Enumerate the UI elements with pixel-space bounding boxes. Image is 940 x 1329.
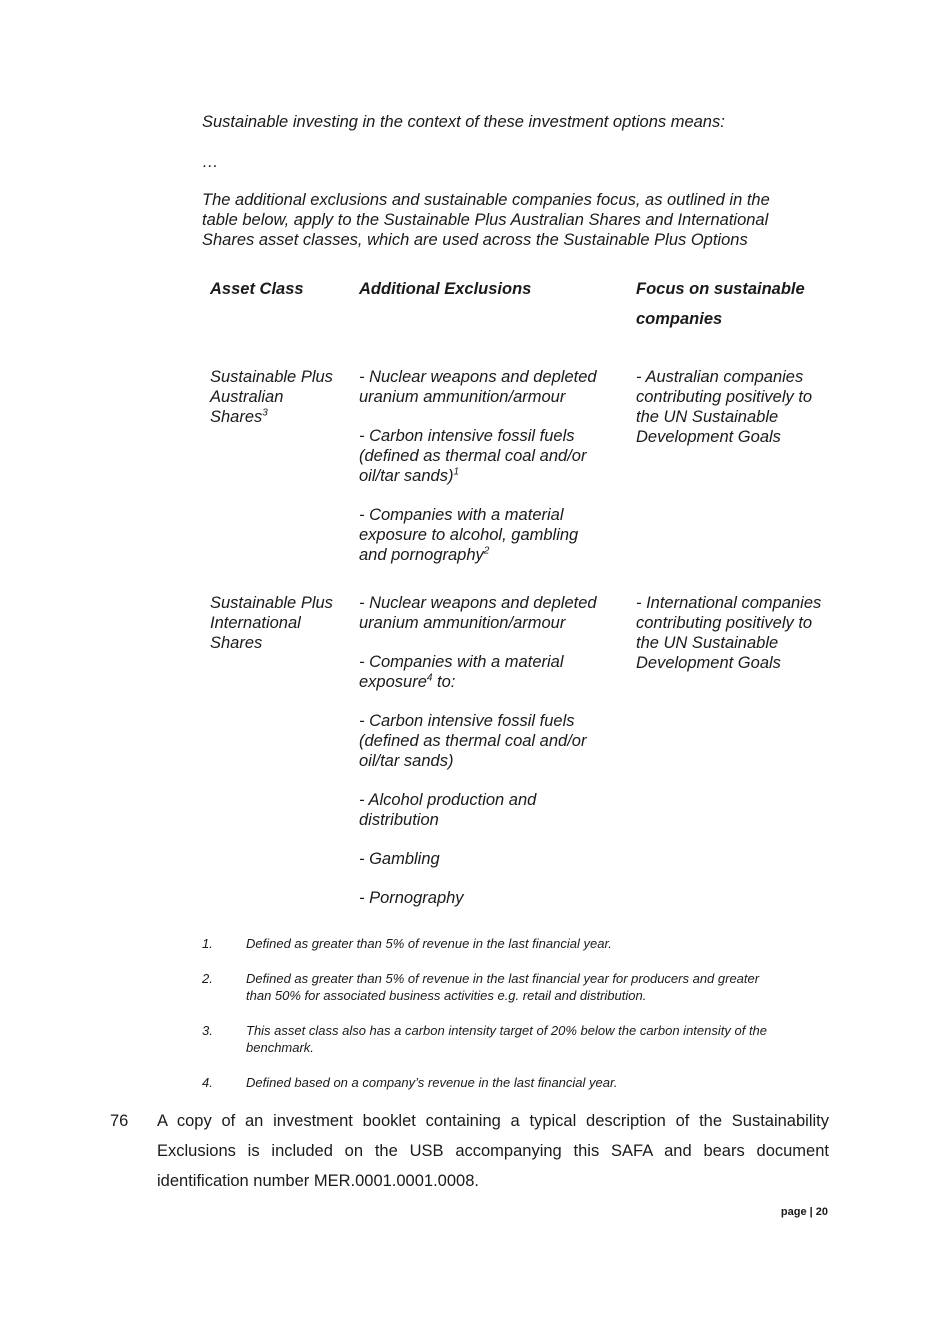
footnote-ref: 1 — [453, 466, 460, 478]
asset-line: International — [210, 614, 301, 632]
row1-exclusions — [359, 367, 597, 584]
paragraph-number: 76 — [110, 1112, 129, 1130]
asset-line: Sustainable Plus — [210, 368, 333, 386]
row2-focus: - International companies contributing positively to the UN Sustainable Development Goals — [636, 594, 822, 672]
intro-paragraph — [202, 190, 822, 250]
page-number: page | 20 — [780, 1206, 828, 1218]
exclusion-item: - Carbon intensive fossil fuels (defined as thermal coal and/or oil/tar sands) — [359, 712, 587, 770]
footnote-number: 3. — [202, 1023, 213, 1038]
lead-sentence: Sustainable investing in the context of these investment options means: — [202, 113, 725, 131]
footnote-number: 4. — [202, 1075, 213, 1090]
row2-asset-class — [210, 593, 333, 653]
header-additional-exclusions: Additional Exclusions — [359, 280, 532, 298]
exclusion-item: - Alcohol production and distribution — [359, 791, 537, 829]
asset-line: Shares$^3$ — [210, 407, 268, 426]
footnote-number: 2. — [202, 971, 213, 986]
ellipsis: … — [202, 153, 219, 171]
asset-line: Sustainable Plus — [210, 594, 333, 612]
intro-line: The additional exclusions and sustainable companies focus, as outlined in the — [202, 191, 770, 209]
exclusion-item: - Gambling — [359, 850, 440, 868]
row2-exclusions — [359, 593, 597, 927]
footnote-number: 1. — [202, 936, 213, 951]
header-focus-line: Focus on sustainable — [636, 280, 805, 298]
footnote-text: This asset class also has a carbon intensity target of 20% below the carbon intensity of the benchmark. — [246, 1023, 768, 1055]
exclusion-item: - Carbon intensive fossil fuels (defined as thermal coal and/or oil/tar sands)$^1$ — [359, 427, 587, 485]
asset-line: Australian — [210, 388, 284, 406]
header-focus — [636, 274, 805, 334]
exclusion-item: - Nuclear weapons and depleted uranium ammunition/armour — [359, 368, 597, 406]
asset-line: Shares — [210, 634, 263, 652]
exclusion-item: - Companies with a material exposure$^4$ to: — [359, 653, 564, 691]
row1-asset-class — [210, 367, 333, 427]
header-focus-line: companies — [636, 310, 723, 328]
row1-focus: - Australian companies contributing positively to the UN Sustainable Development Goals — [636, 368, 813, 446]
intro-line: Shares asset classes, which are used across the Sustainable Plus Options — [202, 231, 748, 249]
footnote-text: Defined based on a company’s revenue in the last financial year. — [246, 1075, 618, 1090]
footnote-text: Defined as greater than 5% of revenue in the last financial year for producers and greater than 50% for associated business activities e.g. retail and distribution. — [246, 971, 760, 1003]
footnote-ref: 4 — [426, 672, 433, 684]
footnote-ref: 2 — [483, 545, 490, 557]
exclusion-item: - Companies with a material exposure to alcohol, gambling and pornography$^2$ — [359, 506, 579, 564]
exclusion-item: - Nuclear weapons and depleted uranium ammunition/armour — [359, 594, 597, 632]
exclusion-item: - Pornography — [359, 889, 464, 907]
footnote-ref: 3 — [262, 407, 268, 419]
header-asset-class: Asset Class — [210, 280, 304, 298]
footnote-text: Defined as greater than 5% of revenue in the last financial year. — [246, 936, 612, 951]
intro-line: table below, apply to the Sustainable Plus Australian Shares and International — [202, 211, 769, 229]
paragraph-text: A copy of an investment booklet containing a typical description of the Sustainability Exclusions is included on the USB accompanying this SAFA and bears document identification number MER.0001.0001.0008. — [157, 1112, 829, 1190]
